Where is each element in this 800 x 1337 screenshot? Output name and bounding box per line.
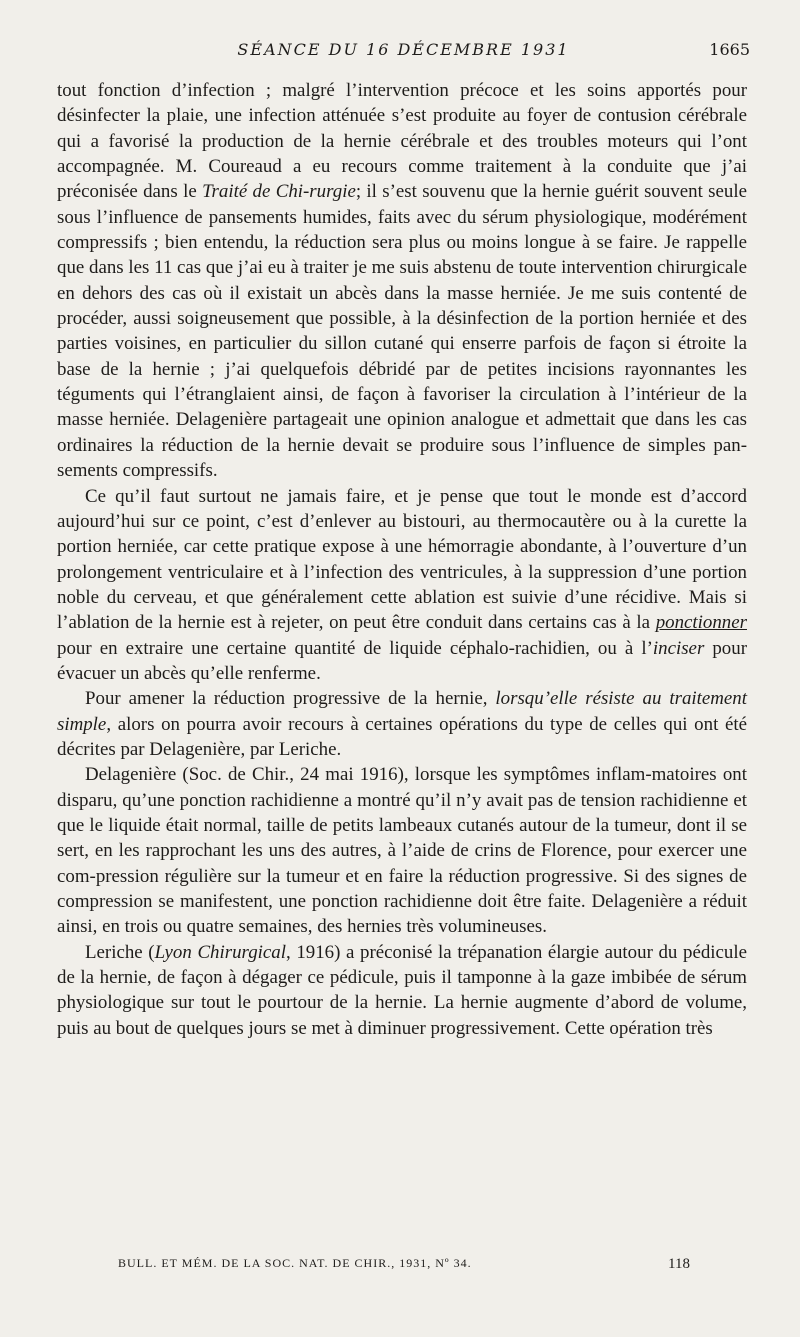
paragraph <box>57 686 747 762</box>
running-header <box>57 40 750 66</box>
text-run: Leriche ( <box>85 941 155 963</box>
text-run: Ce qu’il faut surtout ne jamais faire, et je pense que tout le monde est d’accord aujourd’hui sur ce point, c’est d’enlever au bistouri, au thermocautère ou à la curette la portion herniée, car cette pratique expose à une hémorragie abondante, à l’ouverture d’un prolongement ventriculaire et à l’infection des ventricules, à la suppression d’une portion noble du cerveau, et que généralement cette ablation est suivie d’une récidive. Mais si l’ablation de la hernie est à rejeter, on peut être conduit dans certains cas à la <box>57 485 747 634</box>
italic-run: Traité de Chi-rurgie <box>202 181 356 203</box>
paragraph <box>57 762 747 939</box>
paragraph <box>57 78 747 484</box>
paragraph <box>57 484 747 687</box>
journal-reference: BULL. ET MÉM. DE LA SOC. NAT. DE CHIR., 1931, Nº 34. <box>118 1256 472 1270</box>
text-run: Delagenière (Soc. de Chir., 24 mai 1916), lorsque les symptômes inflam-matoires ont disparu, qu’une ponction rachidienne a montré qu’il n’y avait pas de tension rachidienne et que le liquide était normal, taille de petits lambeaux cutanés autour de la tumeur, dont il se sert, en les rapprochant les uns des autres, à l’aide de crins de Florence, pour exercer une com-pression régulière sur la tumeur et en faire la réduction progressive. Si des signes de compression se manifestent, une ponction rachidienne doit être faite. Delagenière a réduit ainsi, en trois ou quatre semaines, des hernies très volumineuses. <box>57 764 747 938</box>
text-run: , alors on pourra avoir recours à certaines opérations du type de celles qui ont été décrites par Delagenière, par Leriche. <box>57 713 747 760</box>
running-title: SÉANCE DU 16 DÉCEMBRE 1931 <box>237 40 570 59</box>
italic-run: lorsqu’elle résiste au traitement simple <box>57 688 747 735</box>
page-footer <box>118 1256 690 1278</box>
page-number: 1665 <box>709 40 750 59</box>
text-run: Pour amener la réduction progressive de la hernie, <box>85 688 496 710</box>
text-run: pour en extraire une certaine quantité de liquide céphalo-rachidien, ou à l’ <box>57 637 653 659</box>
italic-run: inciser <box>652 637 705 659</box>
sheet-number: 118 <box>668 1256 690 1272</box>
text-run: , 1916) a préconisé la trépanation élargie autour du pédicule de la hernie, de façon à dégager ce pédicule, puis il tamponne à la gaze imbibée de sérum physiologique sur tout le pourtour de la hernie. La hernie augmente d’abord de volume, puis au bout de quelques jours se met à diminuer progressivement. Cette opération très <box>57 941 747 1039</box>
text-run: tout fonction d’infection ; malgré l’intervention précoce et les soins apportés pour désinfecter la plaie, une infection atténuée s’est produite au foyer de contusion cérébrale qui a favorisé la production de la hernie cérébrale et des troubles moteurs qui l’ont accompagnée. M. Coureaud a eu recours comme traitement à la conduite que j’ai préconisée dans le <box>57 80 747 203</box>
italic-run: ponctionner <box>655 612 747 634</box>
paragraph <box>57 940 747 1041</box>
text-run: ; il s’est souvenu que la hernie guérit souvent seule sous l’influence de pansements humides, faits avec du sérum physiologique, modérément compressifs ; bien entendu, la réduction sera plus ou moins longue à se faire. Je rappelle que dans les 11 cas que j’ai eu à traiter je me suis abstenu de toute intervention chirurgicale en dehors des cas où il existait un abcès dans la masse herniée. Je me suis contenté de procéder, aussi soigneusement que possible, à la désinfection de la portion herniée et des parties voisines, en particulier du sillon cutané qui enserre parfois de façon si étroite la base de la hernie ; j’ai quelquefois débridé par de petites incisions rayonnantes les téguments qui l’étranglaient ainsi, de façon à favoriser la circulation à l’intérieur de la masse herniée. Delagenière partageait une opinion analogue et admettait que dans les cas ordinaires la réduction de la hernie devait se produire sous l’influence de simples pan-sements compressifs. <box>57 181 747 482</box>
text-run: pour évacuer un abcès qu’elle renferme. <box>57 637 747 684</box>
body-text <box>57 78 747 1041</box>
italic-run: Lyon Chirurgical <box>154 941 286 963</box>
